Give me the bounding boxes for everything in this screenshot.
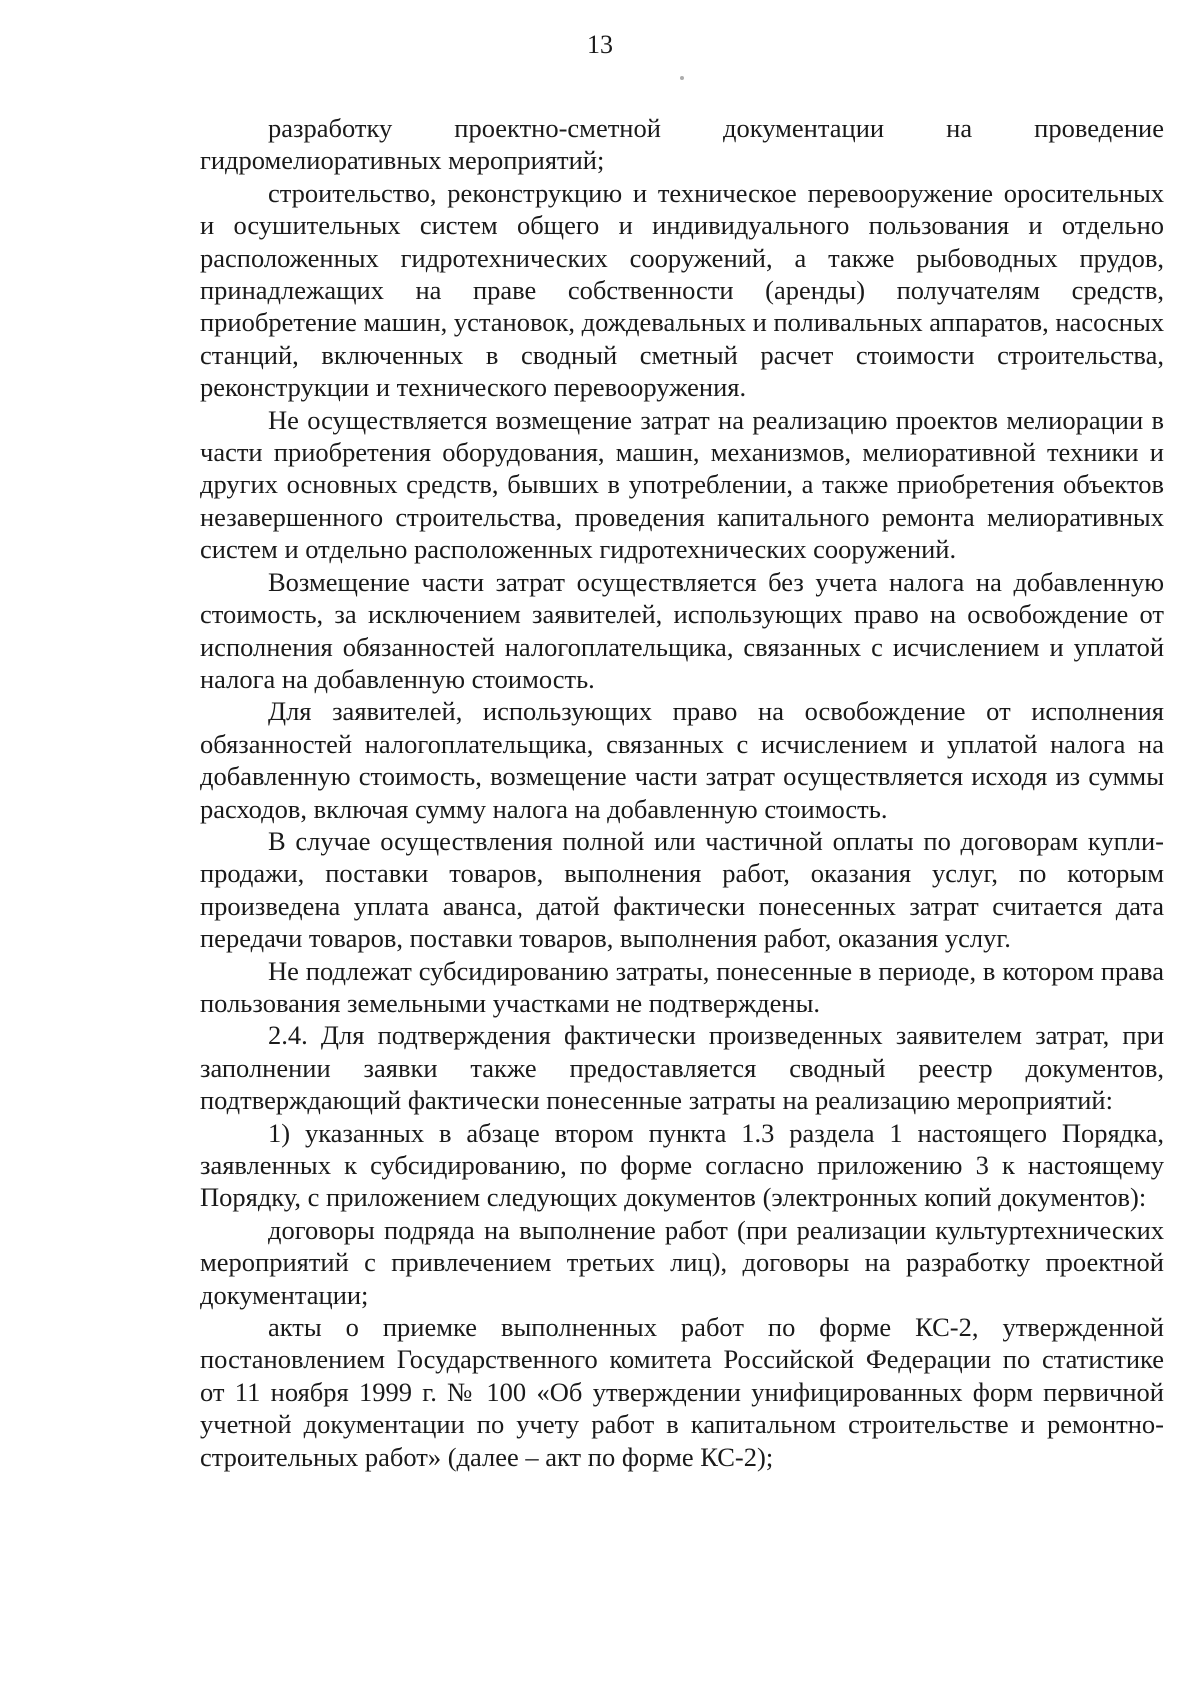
paragraph-advance-payment: В случае осуществления полной или частичной оплаты по договорам купли-продажи, поставки товаров, выполнения работ, оказания услуг, по которым произведена уплата аванса, датой фактически понесенных затрат считается дата передачи товаров, поставки товаров, выполнения работ, оказания услуг.: [200, 825, 1164, 954]
paragraph-section-2-4: 2.4. Для подтверждения фактически произведенных заявителем затрат, при заполнении заявки также предоставляется сводный реестр документов, подтверждающий фактически понесенные затраты на реализацию мероприятий:: [200, 1020, 1164, 1116]
paragraph-no-reimbursement: Не осуществляется возмещение затрат на реализацию проектов мелиорации в части приобретения оборудования, машин, механизмов, мелиоративной техники и других основных средств, бывших в употреблении, а также приобретения объектов незавершенного строительства, проведения капитального ремонта мелиоративных систем и отдельно расположенных гидротехнических сооружений.: [200, 404, 1164, 565]
page-number: 13: [587, 30, 613, 59]
scan-artifact: [680, 76, 684, 80]
document-body: [200, 112, 1164, 1473]
paragraph-land-rights: Не подлежат субсидированию затраты, понесенные в периоде, в котором права пользования земельными участками не подтверждены.: [200, 955, 1164, 1018]
paragraph-item-1: 1) указанных в абзаце втором пункта 1.3 раздела 1 настоящего Порядка, заявленных к субсидированию, по форме согласно приложению 3 к настоящему Порядку, с приложением следующих документов (электронных копий документов):: [200, 1117, 1164, 1213]
paragraph-vat-exempt-applicants: Для заявителей, использующих право на освобождение от исполнения обязанностей налогоплательщика, связанных с исчислением и уплатой налога на добавленную стоимость, возмещение части затрат осуществляется исходя из суммы расходов, включая сумму налога на добавленную стоимость.: [200, 696, 1164, 824]
paragraph-vat-excluded: Возмещение части затрат осуществляется без учета налога на добавленную стоимость, за исключением заявителей, использующих право на освобождение от исполнения обязанностей налогоплательщика, связанных с исчислением и уплатой налога на добавленную стоимость.: [200, 566, 1164, 694]
paragraph-construction: строительство, реконструкцию и техническое перевооружение оросительных и осушительных систем общего и индивидуального пользования и отдельно расположенных гидротехнических сооружений, а также рыбоводных прудов, принадлежащих на праве собственности (аренды) получателям средств, приобретение машин, установок, дождевальных и поливальных аппаратов, насосных станций, включенных в сводный сметный расчет стоимости строительства, реконструкции и технического перевооружения.: [200, 177, 1164, 403]
paragraph-ks2-acts: акты о приемке выполненных работ по форме КС-2, утвержденной постановлением Государственного комитета Российской Федерации по статистике от 11 ноября 1999 г. № 100 «Об утверждении унифицированных форм первичной учетной документации по учету работ в капитальном строительстве и ремонтно-строительных работ» (далее – акт по форме КС-2);: [200, 1312, 1164, 1472]
paragraph-contracts: договоры подряда на выполнение работ (при реализации культуртехнических мероприятий с привлечением третьих лиц), договоры на разработку проектной документации;: [200, 1214, 1164, 1310]
paragraph-project-documentation: разработку проектно-сметной документации на проведение гидромелиоративных мероприятий;: [200, 113, 1164, 176]
